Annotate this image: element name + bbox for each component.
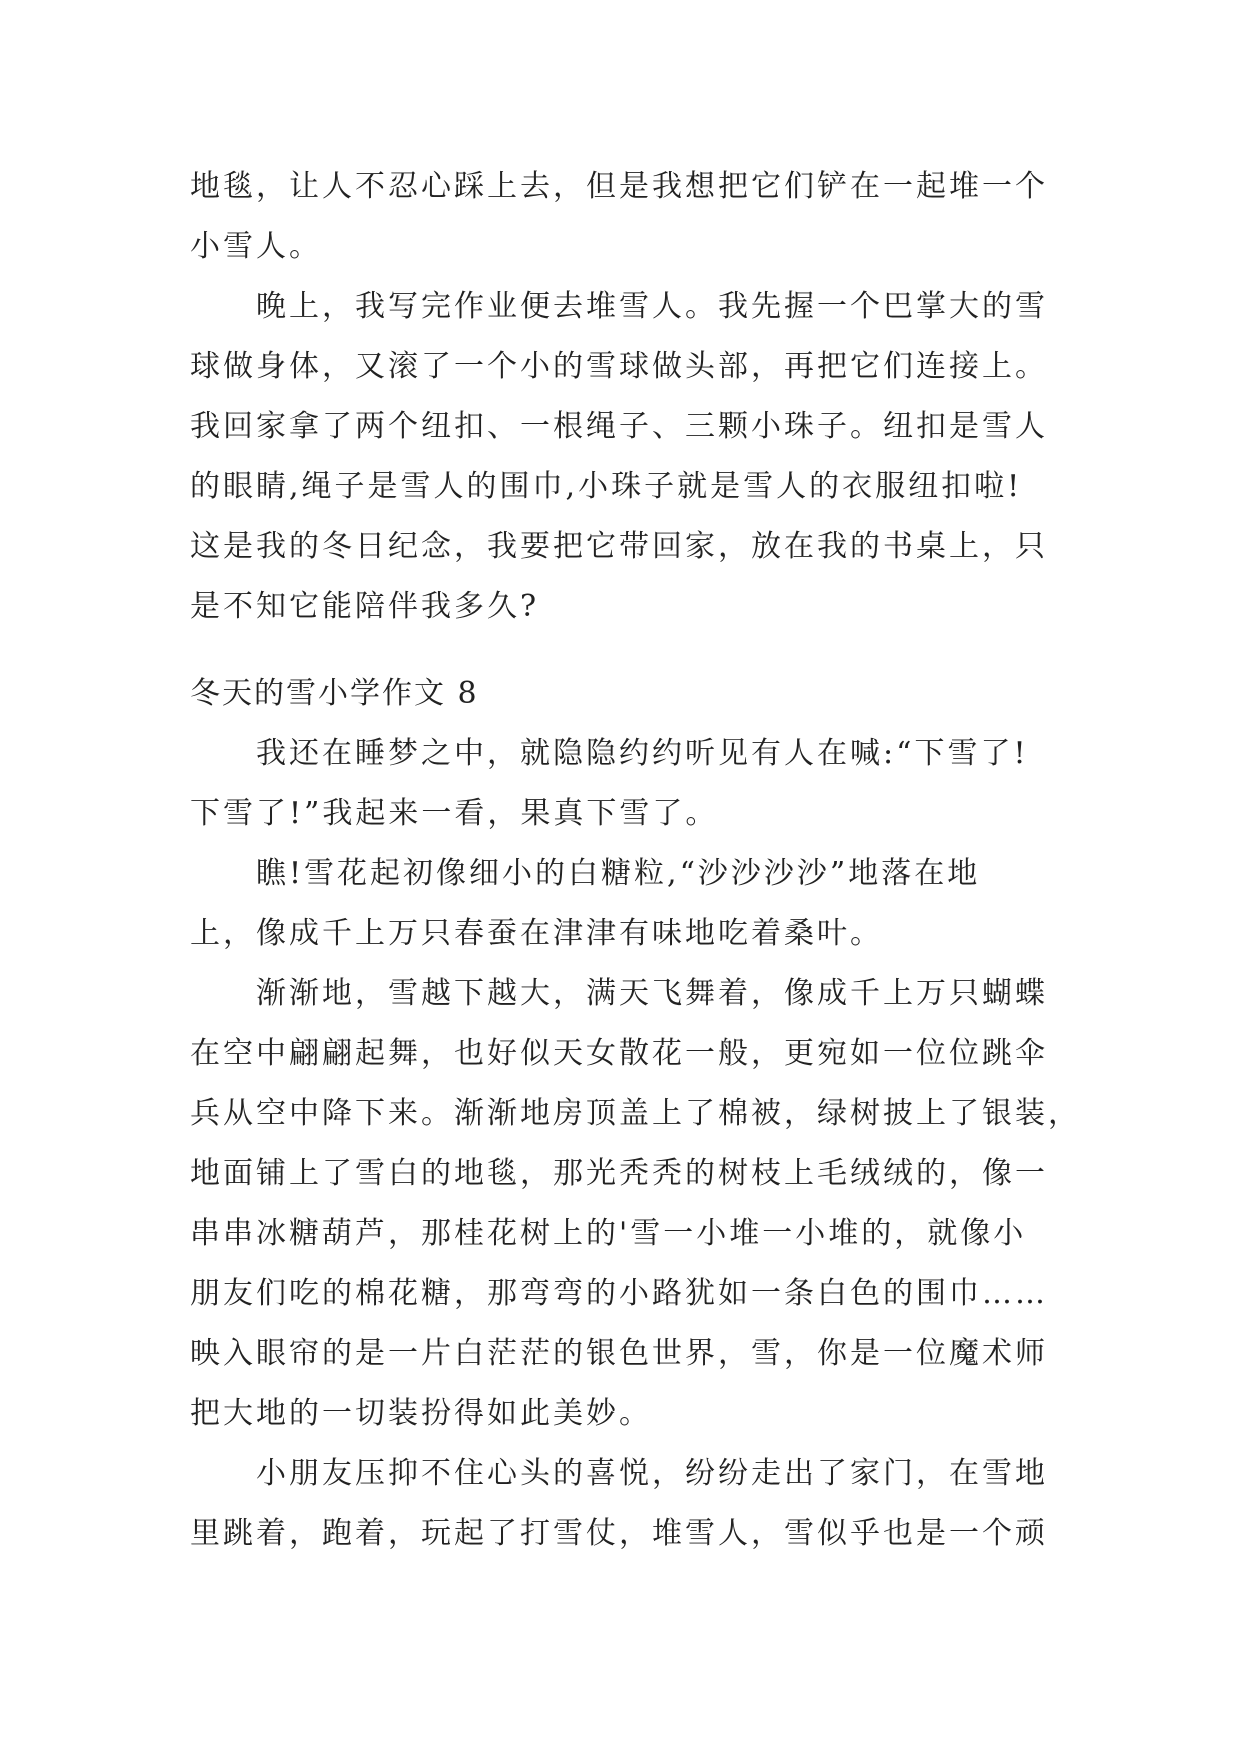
paragraph-line: 把大地的一切装扮得如此美妙。 <box>190 1396 652 1431</box>
paragraph-line: 小雪人。 <box>190 229 322 264</box>
paragraph-line: 上，像成千上万只春蚕在津津有味地吃着桑叶。 <box>190 916 883 951</box>
paragraph-line: 串串冰糖葫芦，那桂花树上的'雪一小堆一小堆的，就像小 <box>190 1216 1027 1251</box>
paragraph-line: 我回家拿了两个纽扣、一根绳子、三颗小珠子。纽扣是雪人 <box>190 409 1048 444</box>
paragraph-line: 下雪了!”我起来一看，果真下雪了。 <box>190 796 719 831</box>
paragraph-line: 地面铺上了雪白的地毯，那光秃秃的树枝上毛绒绒的，像一 <box>190 1156 1048 1191</box>
paragraph-line: 里跳着，跑着，玩起了打雪仗，堆雪人，雪似乎也是一个顽 <box>190 1516 1048 1551</box>
paragraph-line: 是不知它能陪伴我多久? <box>190 589 540 624</box>
paragraph-line: 瞧!雪花起初像细小的白糖粒,“沙沙沙沙”地落在地 <box>256 856 981 891</box>
paragraph-line: 地毯，让人不忍心踩上去，但是我想把它们铲在一起堆一个 <box>190 169 1048 204</box>
paragraph-line: 映入眼帘的是一片白茫茫的银色世界，雪，你是一位魔术师 <box>190 1336 1048 1371</box>
paragraph-line: 晚上，我写完作业便去堆雪人。我先握一个巴掌大的雪 <box>256 289 1048 324</box>
paragraph-line: 的眼睛,绳子是雪人的围巾,小珠子就是雪人的衣服纽扣啦! <box>190 469 1023 504</box>
paragraph-line: 在空中翩翩起舞，也好似天女散花一般，更宛如一位位跳伞 <box>190 1036 1048 1071</box>
paragraph-line: 球做身体，又滚了一个小的雪球做头部，再把它们连接上。 <box>190 349 1048 384</box>
paragraph-line: 小朋友压抑不住心头的喜悦，纷纷走出了家门，在雪地 <box>256 1456 1048 1491</box>
paragraph-line: 朋友们吃的棉花糖，那弯弯的小路犹如一条白色的围巾…… <box>190 1276 1048 1311</box>
paragraph-line: 我还在睡梦之中，就隐隐约约听见有人在喊:“下雪了! <box>256 736 1029 771</box>
paragraph-line: 兵从空中降下来。渐渐地房顶盖上了棉被，绿树披上了银装， <box>190 1096 1081 1131</box>
paragraph-line: 这是我的冬日纪念，我要把它带回家，放在我的书桌上，只 <box>190 529 1048 564</box>
paragraph-line: 渐渐地，雪越下越大，满天飞舞着，像成千上万只蝴蝶 <box>256 976 1048 1011</box>
essay-8-section <box>190 664 1081 1564</box>
essay-title: 冬天的雪小学作文 8 <box>190 676 479 711</box>
continued-essay-text <box>190 157 1070 637</box>
